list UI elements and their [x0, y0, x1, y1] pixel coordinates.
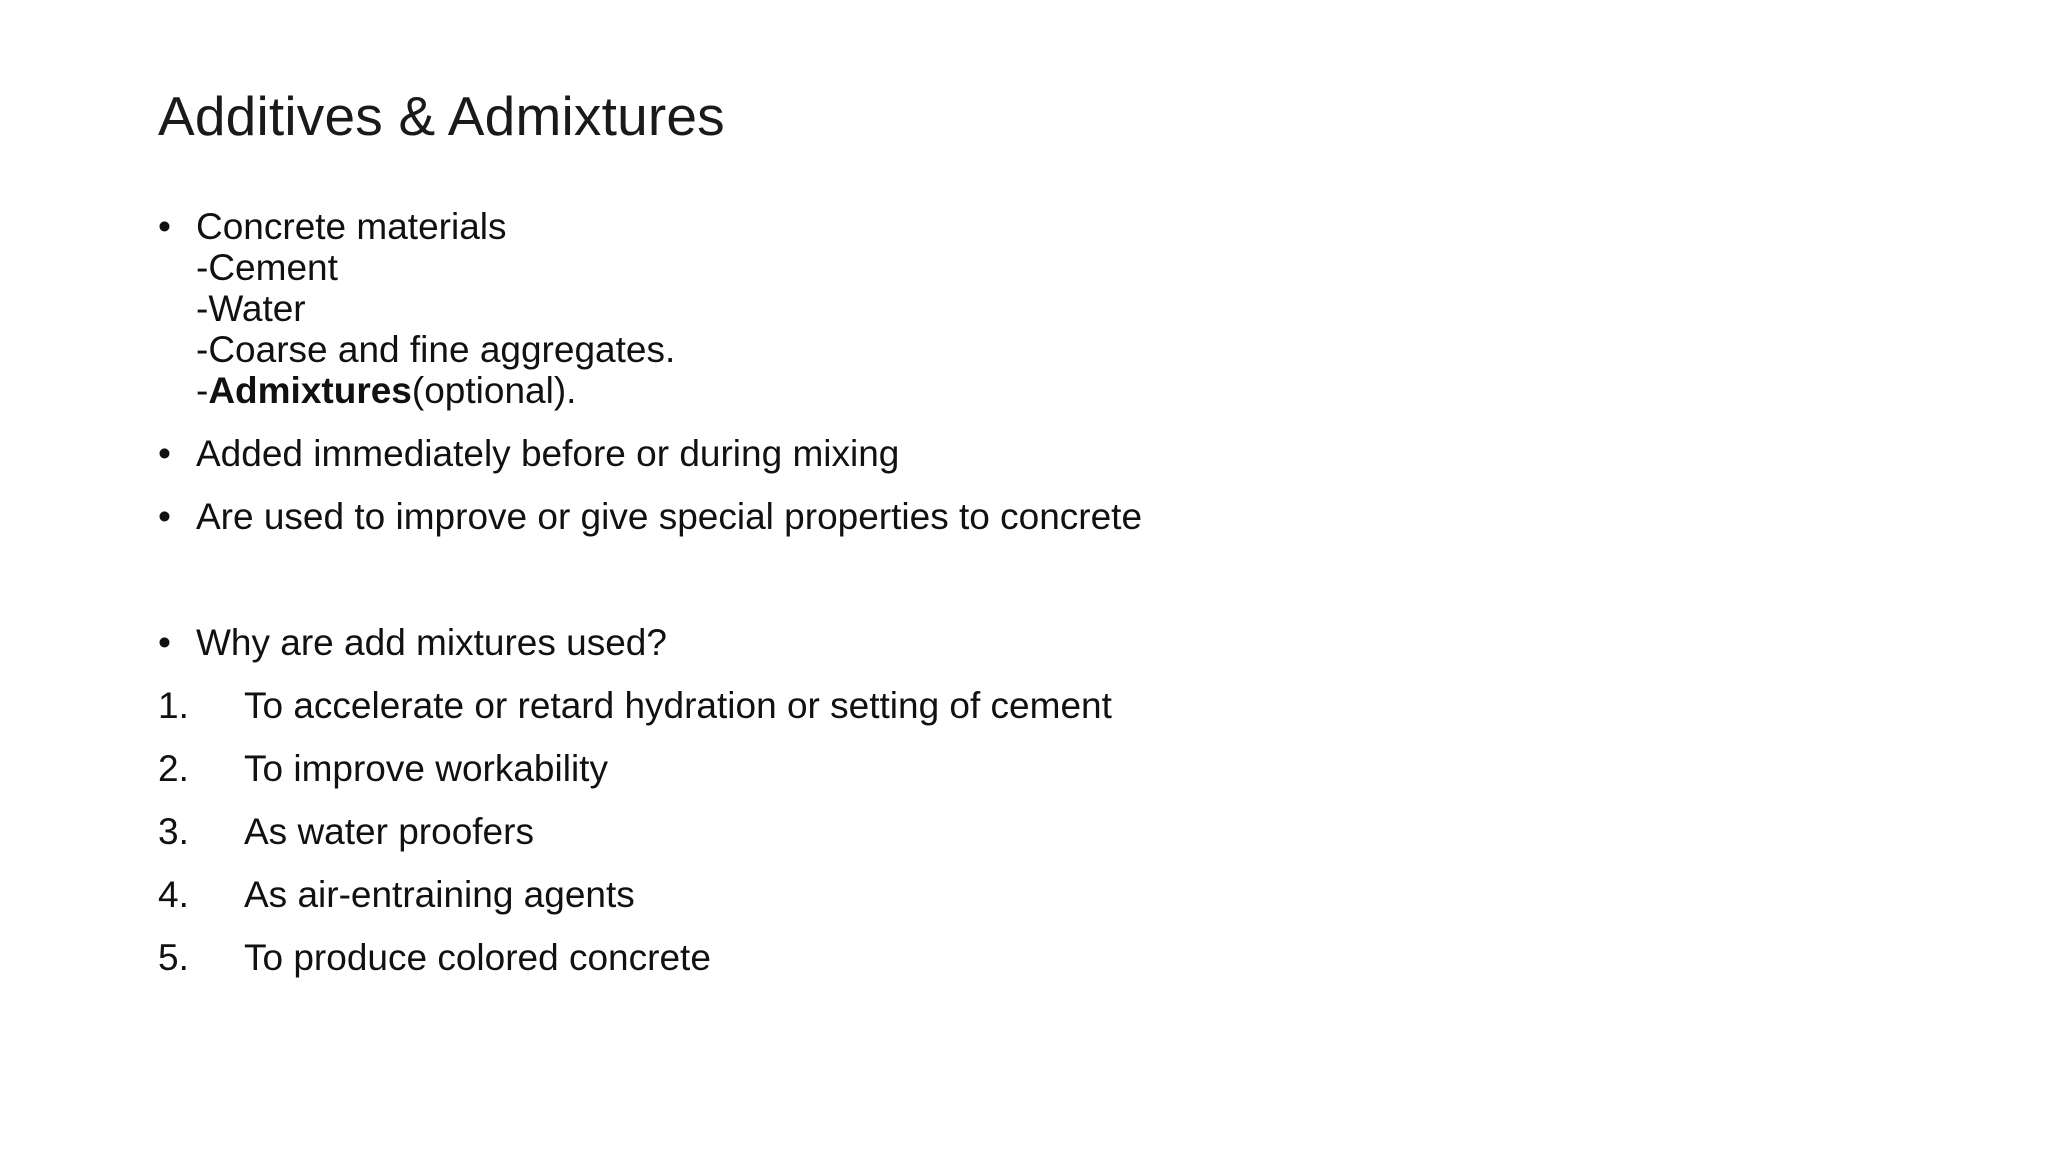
bullet-item: [158, 433, 1658, 474]
numbered-item: [158, 685, 1658, 726]
numbered-item: [158, 748, 1658, 789]
numbered-item: [158, 811, 1658, 852]
slide-title: Additives & Admixtures: [158, 85, 725, 147]
bullet-icon: •: [158, 433, 171, 474]
item-number: 4.: [158, 874, 189, 915]
sub-item: -Water: [196, 288, 306, 329]
bullet-item: [158, 496, 1658, 537]
sub-item: -Cement: [196, 247, 338, 288]
sub-item: -Coarse and fine aggregates.: [196, 329, 676, 370]
bullet-icon: •: [158, 622, 171, 663]
item-number: 5.: [158, 937, 189, 978]
sub-item-prefix: -: [196, 370, 209, 411]
numbered-label: To improve workability: [244, 748, 608, 789]
item-number: 1.: [158, 685, 189, 726]
numbered-label: As air-entraining agents: [244, 874, 635, 915]
numbered-label: To produce colored concrete: [244, 937, 711, 978]
item-number: 3.: [158, 811, 189, 852]
numbered-label: As water proofers: [244, 811, 534, 852]
sub-item-bold: Admixtures: [208, 370, 412, 411]
sub-item: [196, 370, 1658, 411]
bullet-label: Concrete materials: [196, 206, 507, 247]
bullet-item: [158, 206, 1658, 411]
bullet-item: [158, 622, 1658, 663]
slide-body: [158, 206, 1658, 978]
sub-item-suffix: (optional).: [411, 370, 577, 411]
item-number: 2.: [158, 748, 189, 789]
bullet-label: Are used to improve or give special properties to concrete: [196, 496, 1143, 537]
bullet-icon: •: [158, 206, 171, 247]
numbered-item: [158, 874, 1658, 915]
bullet-label: Why are add mixtures used?: [196, 622, 667, 663]
numbered-item: [158, 937, 1658, 978]
bullet-label: Added immediately before or during mixing: [196, 433, 900, 474]
bullet-icon: •: [158, 496, 171, 537]
numbered-label: To accelerate or retard hydration or setting of cement: [244, 685, 1112, 726]
